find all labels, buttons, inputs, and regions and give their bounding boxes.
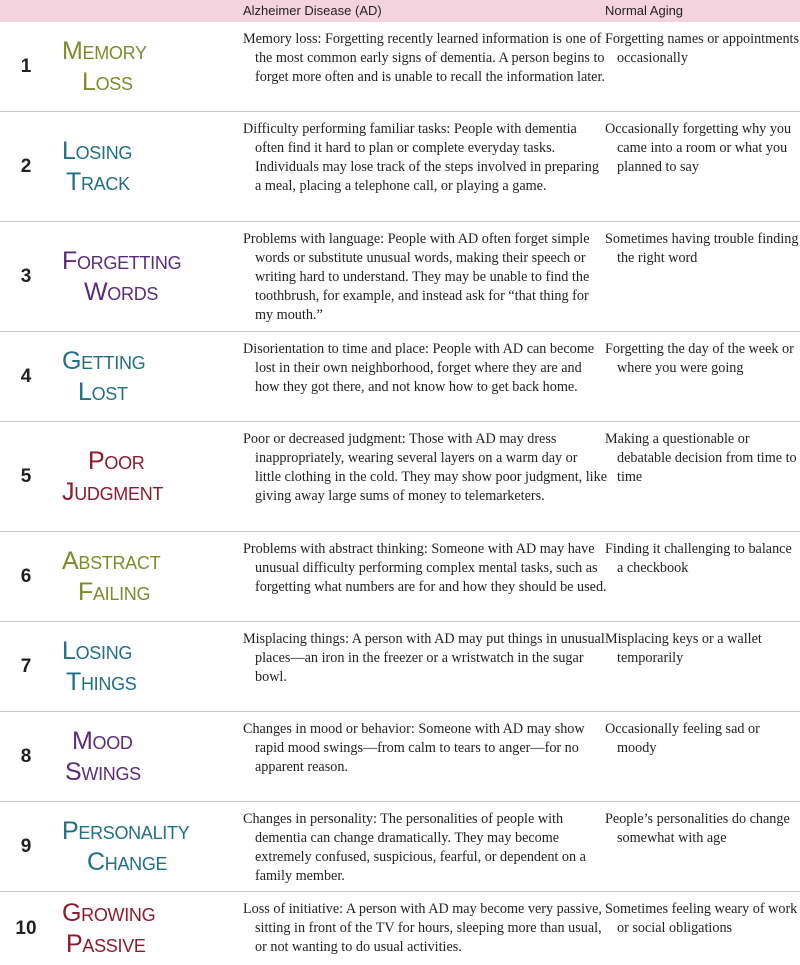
sign-title-line-2: Track	[66, 167, 130, 196]
normal-aging-description: People’s personalities do change somewhat with age	[605, 811, 790, 846]
table-row	[0, 112, 800, 222]
sign-title-line-2: Swings	[65, 757, 141, 786]
sign-title	[62, 892, 232, 965]
sign-title-line-2: Passive	[66, 929, 146, 958]
sign-title-line-1: Growing	[62, 898, 156, 927]
row-number: 10	[15, 917, 37, 939]
sign-title	[62, 712, 232, 801]
row-number: 5	[20, 465, 32, 487]
sign-title-line-1: Poor	[88, 446, 145, 475]
table-row	[0, 622, 800, 712]
normal-aging-description: Sometimes feeling weary of work or social obligations	[605, 901, 798, 936]
ad-description: Problems with abstract thinking: Someone with AD may have unusual difficulty performing complex mental tasks, such as forgetting what numbers are for and how they should be used.	[243, 541, 607, 595]
row-number: 2	[20, 155, 32, 177]
header-normal-aging-column: Normal Aging	[605, 3, 684, 18]
sign-title-line-1: Forgetting	[62, 246, 182, 275]
sign-title-line-2: Change	[87, 847, 168, 876]
sign-title-line-2: Judgment	[62, 477, 164, 506]
normal-aging-description: Finding it challenging to balance a checkbook	[605, 541, 792, 576]
row-number: 8	[20, 745, 32, 767]
sign-title-line-2: Loss	[82, 67, 133, 96]
sign-title-line-1: Losing	[62, 636, 133, 665]
normal-aging-description: Misplacing keys or a wallet temporarily	[605, 631, 762, 666]
row-number: 1	[20, 55, 32, 77]
ad-description: Disorientation to time and place: People with AD can become lost in their own neighborhood, forget where they are and how they got there, and not know how to get back home.	[243, 341, 595, 395]
sign-title	[62, 802, 232, 891]
ad-description: Difficulty performing familiar tasks: People with dementia often find it hard to plan or complete everyday tasks. Individuals may lose track of the steps involved in preparing a meal, placing a telephone call, or playing a game.	[243, 121, 599, 194]
sign-title-line-2: Things	[66, 667, 137, 696]
sign-title	[62, 22, 232, 111]
normal-aging-description: Sometimes having trouble finding the right word	[605, 231, 799, 266]
normal-aging-description: Making a questionable or debatable decision from time to time	[605, 431, 797, 485]
ad-description: Changes in mood or behavior: Someone with AD may show rapid mood swings—from calm to tears to anger—for no apparent reason.	[243, 721, 585, 775]
sign-title-line-1: Losing	[62, 136, 133, 165]
sign-title	[62, 222, 232, 331]
sign-title-line-2: Lost	[78, 377, 128, 406]
table-row	[0, 22, 800, 112]
row-number: 9	[20, 835, 32, 857]
sign-title	[62, 532, 232, 621]
header-ad-column: Alzheimer Disease (AD)	[243, 3, 382, 18]
row-number: 4	[20, 365, 32, 387]
table-row	[0, 222, 800, 332]
ad-description: Changes in personality: The personalities of people with dementia can change dramatically. They may become extremely confused, suspicious, fearful, or dependent on a family member.	[243, 811, 586, 884]
normal-aging-description: Forgetting names or appointments occasionally	[605, 31, 800, 66]
ad-description: Memory loss: Forgetting recently learned information is one of the most common early signs of dementia. A person begins to forget more often and is unable to recall the information later.	[243, 31, 605, 85]
normal-aging-description: Occasionally forgetting why you came into a room or what you planned to say	[605, 121, 792, 175]
row-number: 3	[20, 265, 32, 287]
ad-description: Misplacing things: A person with AD may put things in unusual places—an iron in the freezer or a wristwatch in the sugar bowl.	[243, 631, 605, 685]
table-row	[0, 892, 800, 965]
table-header	[0, 0, 800, 22]
sign-title-line-1: Getting	[62, 346, 146, 375]
table-row	[0, 802, 800, 892]
table-row	[0, 532, 800, 622]
table-row	[0, 422, 800, 532]
table-row	[0, 712, 800, 802]
row-number: 7	[20, 655, 32, 677]
sign-title-line-1: Abstract	[62, 546, 161, 575]
sign-title	[62, 112, 232, 221]
sign-title	[62, 332, 232, 421]
ad-description: Problems with language: People with AD often forget simple words or substitute unusual words, making their speech or writing hard to understand. They may be unable to find the toothbrush, for example, and instead ask for “that thing for my mouth.”	[243, 231, 590, 323]
sign-title-line-2: Failing	[78, 577, 151, 606]
sign-title	[62, 422, 232, 531]
sign-title	[62, 622, 232, 711]
sign-title-line-2: Words	[84, 277, 159, 306]
sign-title-line-1: Personality	[62, 816, 190, 845]
normal-aging-description: Occasionally feeling sad or moody	[605, 721, 760, 756]
row-number: 6	[20, 565, 32, 587]
sign-title-line-1: Mood	[72, 726, 133, 755]
ad-description: Loss of initiative: A person with AD may become very passive, sitting in front of the TV for hours, sleeping more than usual, or not wanting to do usual activities.	[243, 901, 602, 955]
ad-description: Poor or decreased judgment: Those with AD may dress inappropriately, wearing several layers on a warm day or little clothing in the cold. They may show poor judgment, like giving away large sums of money to telemarketers.	[243, 431, 608, 504]
normal-aging-description: Forgetting the day of the week or where you were going	[605, 341, 794, 376]
sign-title-line-1: Memory	[62, 36, 147, 65]
table-row	[0, 332, 800, 422]
